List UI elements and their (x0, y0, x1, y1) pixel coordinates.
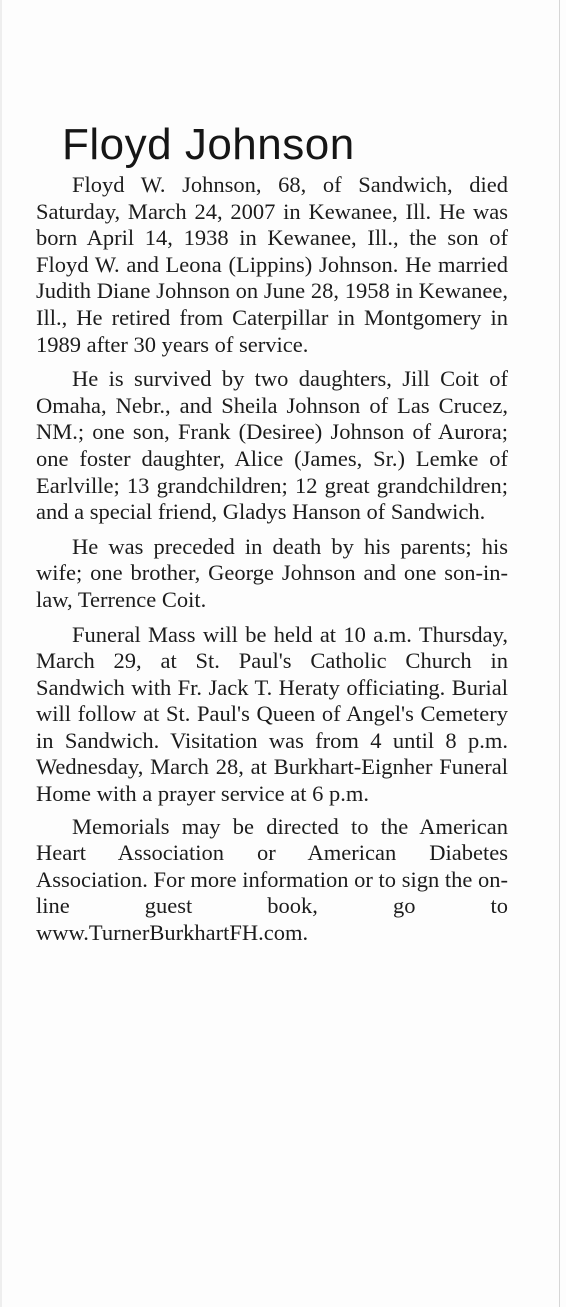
paragraph-biography: Floyd W. Johnson, 68, of Sandwich, died Saturday, March 24, 2007 in Kewanee, Ill. He was born April 14, 1938 in Kewanee, Ill., the son of Floyd W. and Leona (Lippins) Johnson. He married Judith Diane Johnson on June 28, 1958 in Kewanee, Ill., He retired from Caterpillar in Montgomery in 1989 after 30 years of service. (36, 172, 508, 357)
paragraph-funeral-services: Funeral Mass will be held at 10 a.m. Thursday, March 29, at St. Paul's Catholic Church in Sandwich with Fr. Jack T. Heraty officiating. Burial will follow at St. Paul's Queen of Angel's Cemetery in Sandwich. Visitation was from 4 until 8 p.m. Wednesday, March 28, at Burkhart-Eignher Funeral Home with a prayer service at 6 p.m. (36, 621, 508, 807)
clipping-right-edge (559, 0, 560, 1307)
paragraph-survivors: He is survived by two daughters, Jill Coit of Omaha, Nebr., and Sheila Johnson of Las Crucez, NM.; one son, Frank (Desiree) Johnson of Aurora; one foster daughter, Alice (James, Sr.) Lemke of Earlville; 13 grandchildren; 12 great grandchildren; and a special friend, Gladys Hanson of Sandwich. (36, 366, 508, 525)
paragraph-memorials: Memorials may be directed to the American Heart Association or American Diabetes Association. For more information or to sign the on-line guest book, go to www.TurnerBurkhartFH.com. (36, 813, 508, 946)
clipping-left-edge (0, 0, 2, 1307)
obituary-body (36, 172, 508, 955)
paragraph-preceded-in-death: He was preceded in death by his parents; his wife; one brother, George Johnson and one son-in-law, Terrence Coit. (36, 533, 508, 612)
obituary-headline: Floyd Johnson (62, 120, 355, 169)
